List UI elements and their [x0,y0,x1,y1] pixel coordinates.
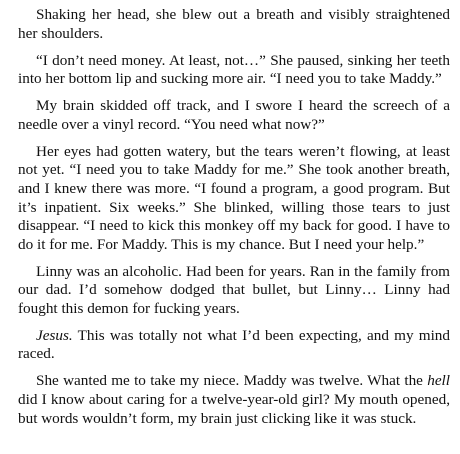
paragraph-5 [18,263,450,319]
paragraph-2 [18,52,450,89]
paragraph-6 [18,327,450,364]
paragraph-text: “I don’t need money. At least, not…” She paused, sinking her teeth into her bottom lip and sucking more air. “I need you to take Maddy.” [18,51,450,88]
paragraph-text: This was totally not what I’d been expecting, and my mind raced. [18,326,450,363]
paragraph-text: My brain skidded off track, and I swore I heard the screech of a needle over a vinyl record. “You need what now?” [18,97,450,133]
paragraph-1 [18,6,450,43]
paragraph-text: did I know about caring for a twelve-year-old girl? My mouth opened, but words wouldn’t form, my brain just clicking like it was stuck. [18,391,450,427]
paragraph-text: Her eyes had gotten watery, but the tears weren’t flowing, at least not yet. “I need you to take Maddy for me.” She took another breath, and I knew there was more. “I found a program, a good program. But it’s inpatient. Six weeks.” She blinked, willing those tears to just disappear. “I need to kick this monkey off my back for good. I have to do it for me. For Maddy. This is my chance. But I need your help.” [18,142,450,253]
paragraph-3 [18,97,450,134]
paragraph-7 [18,372,450,428]
paragraph-text: Shaking her head, she blew out a breath and visibly straightened her shoulders. [18,6,450,42]
paragraph-4 [18,143,450,255]
italic-emphasis: Jesus. [36,326,73,344]
paragraph-text: Linny was an alcoholic. Had been for years. Ran in the family from our dad. I’d somehow dodged that bullet, but Linny… Linny had fought this demon for fucking years. [18,262,450,317]
paragraph-text: She wanted me to take my niece. Maddy was twelve. What the [36,372,428,390]
italic-emphasis: hell [427,372,450,390]
